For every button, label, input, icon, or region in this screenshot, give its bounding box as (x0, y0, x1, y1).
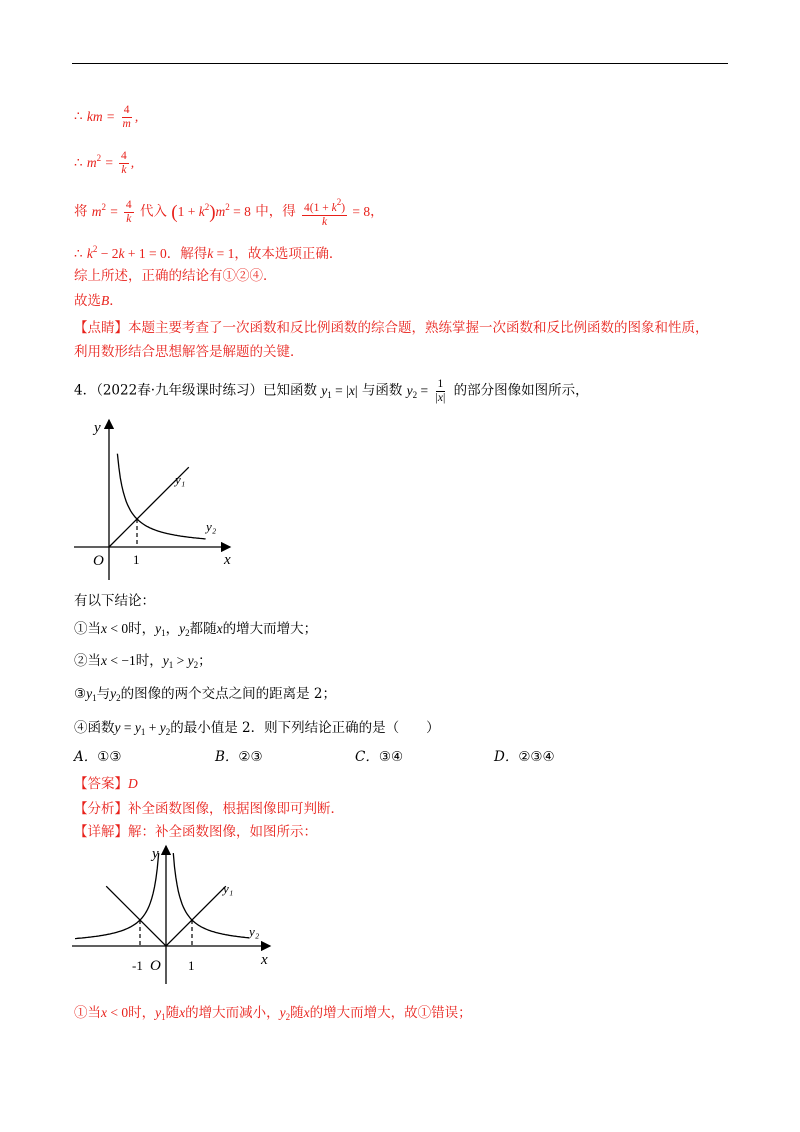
solution-step-2 (74, 148, 134, 177)
y2-label: y₂ (206, 519, 217, 534)
y1-label: y₁ (175, 472, 186, 487)
y2-curve-right (173, 853, 249, 938)
conclusions-intro: 有以下结论： (74, 593, 155, 609)
y2-label: y₂ (249, 924, 260, 939)
graph-question (60, 410, 260, 580)
solution-summary: 综上所述，正确的结论有①②④． (74, 268, 277, 284)
conclusion-3: $③y_1$与$y_2$的图像的两个交点之间的距离是 2； (74, 686, 336, 703)
answer-line: 【答案】D (74, 776, 138, 792)
tick-label-neg1: -1 (132, 958, 143, 973)
solution-step-4: ∴ $k^2 - 2k + 1 = 0$．解得k = 1，故本选项正确． (74, 244, 343, 262)
solution-step-3: 将 $m^2$ = $\frac{4}{k}$ 代入 $(1 + k^2)m^2 = 8$ 中，得 $\frac{4(1 + k^2)}{k}$ = 8， (74, 197, 384, 228)
y1-label: y₁ (223, 881, 234, 896)
therefore-symbol: ∴ (74, 108, 83, 125)
therefore-symbol: ∴ (74, 155, 83, 171)
option-a[interactable]: A．①③ (74, 749, 122, 765)
conclusion-4: ④函数$y = y_1 + y_2$的最小值是 2．则下列结论正确的是（ ） (74, 720, 440, 737)
equation-km: km = $\frac{4}{m}$ , (86, 104, 139, 130)
header-rule (72, 63, 728, 64)
y-axis-label: y (94, 420, 101, 436)
x-axis-label: x (224, 552, 231, 568)
option-b[interactable]: B．②③ (215, 749, 263, 765)
option-c[interactable]: C．③④ (355, 749, 404, 765)
conclusion-2: ②当x < −1时，$y_1 > y_2$； (74, 653, 212, 670)
tick-label-1: 1 (133, 552, 140, 567)
question-stem: 4．（2022春·九年级课时练习）已知函数 $y_1 = |x|$ 与函数 $y_2$ = $\frac{1}{|x|}$ 的部分图像如图所示， (74, 378, 589, 404)
comment-line-2: 利用数形结合思想解答是解题的关键． (74, 344, 304, 360)
option-d[interactable]: D．②③④ (494, 749, 555, 765)
analysis-line: 【分析】补全函数图像，根据图像即可判断． (74, 801, 344, 817)
detail-line: 【详解】解：补全函数图像，如图所示： (74, 824, 317, 840)
detail-final: ①当x < 0时，$y_1$随x的增大而减小，$y_2$随x的增大而增大，故①错误； (74, 1005, 472, 1022)
solution-choice: 故选B． (74, 293, 123, 309)
graph-solution (60, 838, 300, 988)
tick-label-1: 1 (188, 958, 195, 973)
equation-m-squared: $m^2$ = $\frac{4}{k}$ , (86, 150, 135, 177)
comment-line-1: 【点睛】本题主要考查了一次函数和反比例函数的综合题，熟练掌握一次函数和反比例函数的图象和性质， (74, 320, 709, 336)
x-axis-label: x (261, 952, 268, 968)
origin-label: O (150, 958, 161, 974)
y-axis-label: y (152, 846, 159, 862)
comment-tag: 【点睛】 (74, 320, 128, 336)
conclusion-1: ①当x < 0时，$y_1$，$y_2$都随x的增大而增大； (74, 621, 318, 638)
origin-label: O (93, 553, 104, 569)
solution-step-1 (74, 104, 138, 131)
